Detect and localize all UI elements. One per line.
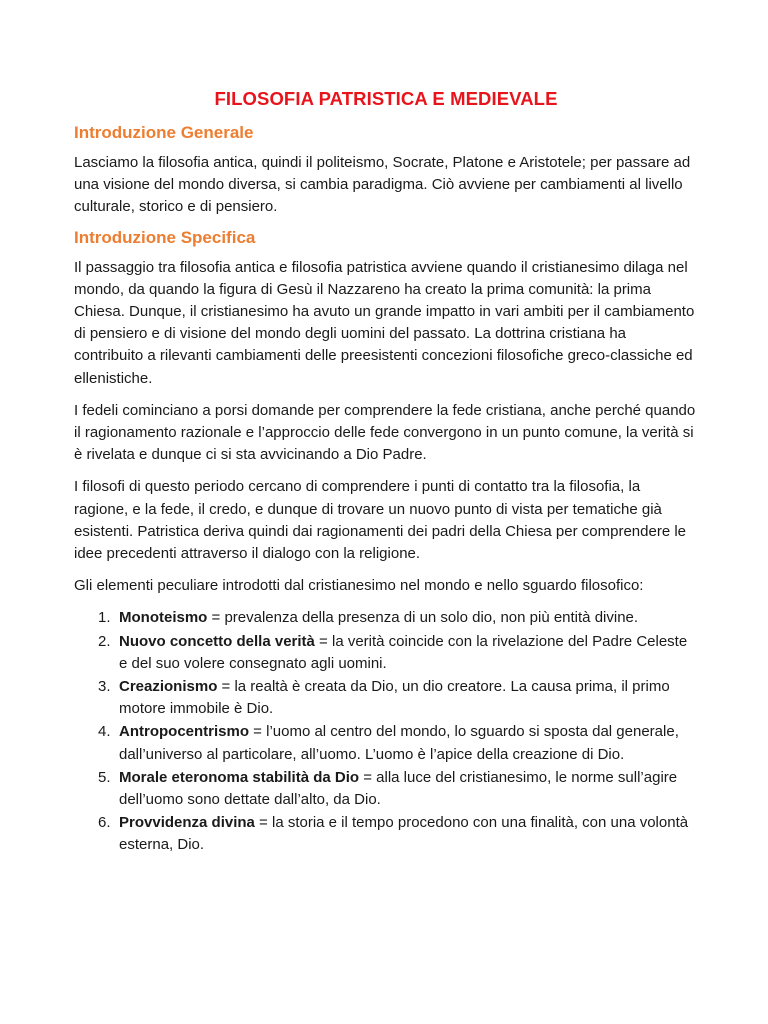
- list-term: Provvidenza divina: [119, 814, 255, 832]
- list-item: [74, 631, 698, 675]
- list-text: = la storia e il tempo procedono con una finalità, con una volontà esterna, Dio.: [119, 814, 689, 854]
- list-term: Monoteismo: [119, 609, 208, 627]
- paragraph: I filosofi di questo periodo cercano di comprendere i punti di contatto tra la filosofia, la ragione, e la fede, il credo, e dunque di trovare un nuovo punto di vista per tematiche già esistenti. Patristica deriva quindi dai ragionamenti dei padri della Chiesa per comprendere le idee precedenti attraverso il dialogo con la religione.: [74, 478, 687, 563]
- document-page: [74, 88, 698, 858]
- list-text: = alla luce del cristianesimo, le norme sull’agire dell’uomo sono dettate dall’alto, da Dio.: [119, 768, 678, 809]
- list-term: Creazionismo: [119, 678, 218, 696]
- list-text: = l’uomo al centro del mondo, lo sguardo si sposta dal generale, dall’universo al particolare, all’uomo. L’uomo è l’apice della creazione di Dio.: [119, 723, 679, 763]
- paragraph: I fedeli cominciano a porsi domande per comprendere la fede cristiana, anche perché quando il ragionamento razionale e l’approccio delle fede convergono in un punto comune, la verità si è rivelata e dunque ci si sta avvicinando a Dio Padre.: [74, 401, 696, 464]
- list-item: [74, 767, 698, 811]
- list-item: [74, 676, 698, 720]
- list-number: 3.: [98, 678, 111, 696]
- list-text: = la realtà è creata da Dio, un dio creatore. La causa prima, il primo motore immobile è Dio.: [119, 678, 670, 718]
- paragraph: Lasciamo la filosofia antica, quindi il politeismo, Socrate, Platone e Aristotele; per passare ad una visione del mondo diversa, si cambia paradigma. Ciò avviene per cambiamenti al livello culturale, storico e di pensiero.: [74, 154, 691, 216]
- list-term: Antropocentrismo: [119, 723, 250, 741]
- list-term: Morale eteronoma stabilità da Dio: [119, 768, 360, 786]
- list-number: 4.: [98, 723, 111, 741]
- elements-list: [74, 607, 698, 856]
- paragraph: Il passaggio tra filosofia antica e filosofia patristica avviene quando il cristianesimo dilaga nel mondo, da quando la figura di Gesù il Nazzareno ha creato la prima comunità: la prima Chiesa. Dunque, il cristianesimo ha avuto un grande impatto in vari ambiti per il cambiamento di pensiero e di visione del mondo degli uomini del passato. La dottrina cristiana ha contribuito a rilevanti cambiamenti delle preesistenti concezioni filosofiche greco-classiche ed ellenistiche.: [74, 258, 695, 387]
- list-number: 6.: [98, 814, 111, 832]
- list-item: [74, 607, 698, 629]
- section-introduzione-specifica: [74, 228, 698, 857]
- list-text: = la verità coincide con la rivelazione del Padre Celeste e del suo volere consegnato agli uomini.: [119, 632, 688, 672]
- document-title: FILOSOFIA PATRISTICA E MEDIEVALE: [214, 88, 558, 109]
- list-item: [74, 812, 698, 856]
- section-heading: Introduzione Specifica: [74, 227, 256, 247]
- list-text: = prevalenza della presenza di un solo dio, non più entità divine.: [207, 609, 639, 627]
- paragraph: Gli elementi peculiare introdotti dal cristianesimo nel mondo e nello sguardo filosofico:: [74, 577, 644, 595]
- section-introduzione-generale: [74, 123, 698, 219]
- list-number: 1.: [98, 609, 111, 627]
- section-heading: Introduzione Generale: [74, 123, 254, 142]
- list-number: 5.: [98, 768, 111, 786]
- list-item: [74, 721, 698, 765]
- list-number: 2.: [98, 632, 111, 650]
- list-term: Nuovo concetto della verità: [119, 632, 315, 650]
